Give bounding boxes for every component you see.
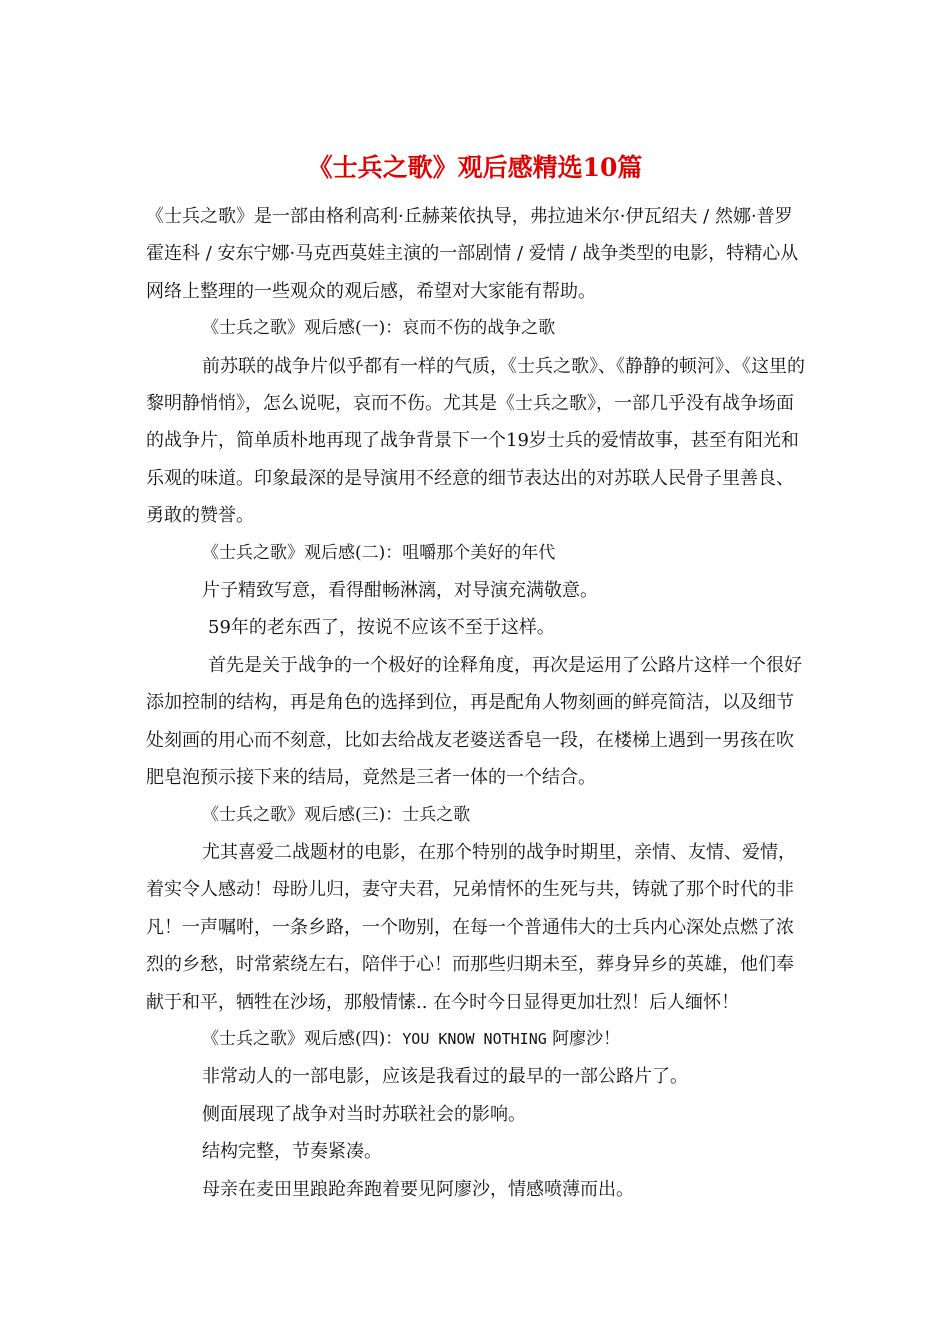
section-4-paragraph-1: 非常动人的一部电影，应该是我看过的最早的一部公路片了。 [202, 1066, 688, 1088]
intro-paragraph: 《士兵之歌》是一部由格利高利·丘赫莱依执导，弗拉迪米尔·伊瓦绍夫 / 然娜·普罗霍连科 / 安东宁娜·马克西莫娃主演的一部剧情 / 爱情 / 战争类型的电影，特精心从网络上整理的一些观众的观后感，希望对大家能有帮助。 [146, 206, 799, 302]
section-3-paragraph-1: 尤其喜爱二战题材的电影，在那个特别的战争时期里，亲情、友情、爱情，着实令人感动！母盼儿归，妻守夫君，兄弟情怀的生死与共，铸就了那个时代的非凡！一声嘱咐，一条乡路，一个吻别，在每一个普通伟大的士兵内心深处点燃了浓烈的乡愁，时常萦绕左右，陪伴于心！而那些归期未至，葬身异乡的英雄，他们奉献于和平，牺牲在沙场，那般情愫.. 在今时今日显得更加壮烈！后人缅怀！ [146, 841, 796, 1013]
section-4-heading [146, 1021, 806, 1058]
section-2-paragraph-3: 首先是关于战争的一个极好的诠释角度，再次是运用了公路片这样一个很好添加控制的结构，再是角色的选择到位，再是配角人物刻画的鲜亮简洁，以及细节处刻画的用心而不刻意，比如去给战友老婆送香皂一段，在楼梯上遇到一男孩在吹肥皂泡预示接下来的结局，竟然是三者一体的一个结合。 [146, 654, 802, 789]
section-1-heading: 《士兵之歌》观后感(一)：哀而不伤的战争之歌 [202, 318, 556, 339]
section-4-paragraph-2: 侧面展现了战争对当时苏联社会的影响。 [202, 1103, 526, 1125]
document-title: 《士兵之歌》观后感精选10篇 [307, 153, 643, 182]
section-2-heading: 《士兵之歌》观后感(二)：咀嚼那个美好的年代 [202, 542, 556, 563]
section-4-heading-latin: YOU KNOW NOTHING [402, 1029, 547, 1048]
section-4-paragraph-4: 母亲在麦田里踉跄奔跑着要见阿廖沙，情感喷薄而出。 [202, 1178, 634, 1200]
section-3-heading: 《士兵之歌》观后感(三)：士兵之歌 [202, 804, 471, 825]
section-4-paragraph-3: 结构完整，节奏紧凑。 [202, 1141, 382, 1163]
section-4-heading-prefix: 《士兵之歌》观后感(四)： [202, 1028, 403, 1049]
section-2-paragraph-2: 59年的老东西了，按说不应该不至于这样。 [208, 617, 555, 639]
section-4-heading-suffix: 阿廖沙！ [546, 1028, 621, 1049]
section-1-paragraph-1: 前苏联的战争片似乎都有一样的气质，《士兵之歌》、《静静的顿河》、《这里的黎明静悄悄》，怎么说呢，哀而不伤。尤其是《士兵之歌》，一部几乎没有战争场面的战争片，简单质朴地再现了战争背景下一个19岁士兵的爱情故事，甚至有阳光和乐观的味道。印象最深的是导演用不经意的细节表达出的对苏联人民骨子里善良、勇敢的赞誉。 [146, 355, 805, 527]
section-2-paragraph-1: 片子精致写意，看得酣畅淋漓，对导演充满敬意。 [202, 580, 598, 602]
document-body [146, 198, 806, 1208]
